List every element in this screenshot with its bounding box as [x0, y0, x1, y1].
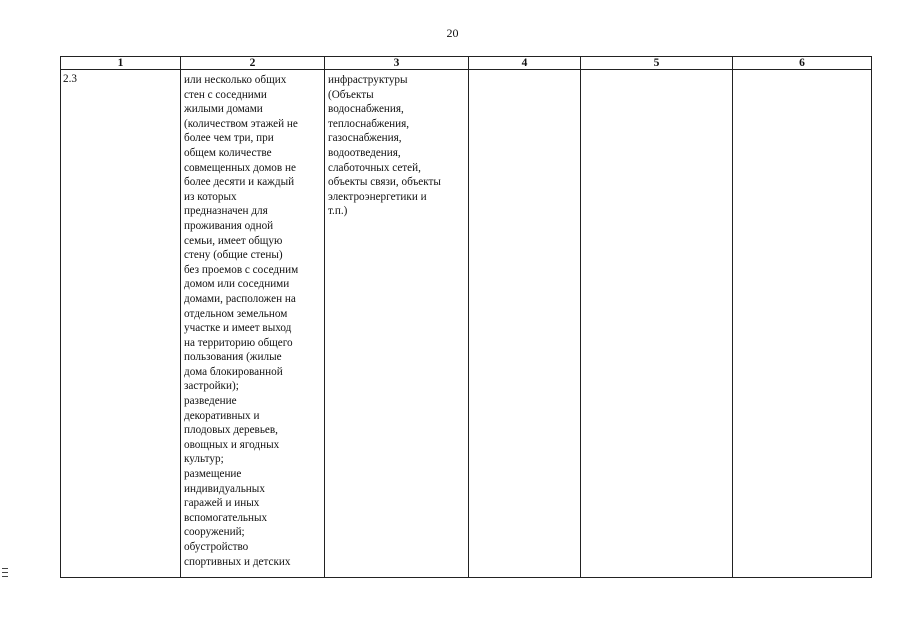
- infrastructure-line: водоотведения,: [328, 146, 401, 159]
- description-line: гаражей и иных: [184, 497, 260, 510]
- table-header-row: [61, 57, 872, 70]
- description-line: общем количестве: [184, 146, 272, 159]
- description-line: овощных и ягодных: [184, 438, 280, 451]
- infrastructure-line: инфраструктуры: [328, 74, 408, 86]
- description-line: (количеством этажей не: [184, 117, 298, 130]
- page-number: 20: [446, 26, 459, 40]
- row-index: 2.3: [63, 73, 77, 85]
- description-line: более десяти и каждый: [184, 176, 295, 189]
- document-table: [60, 56, 872, 578]
- infrastructure-line: газоснабжения,: [328, 132, 402, 145]
- column-header-1: 1: [61, 57, 181, 70]
- infrastructure-text: [325, 70, 468, 219]
- description-line: предназначен для: [184, 205, 268, 218]
- description-line: пользования (жилые: [184, 351, 282, 364]
- infrastructure-line: водоснабжения,: [328, 103, 404, 116]
- description-line: застройки);: [184, 380, 239, 393]
- cell-infrastructure: [325, 70, 469, 578]
- column-header-3: 3: [325, 57, 469, 70]
- description-line: плодовых деревьев,: [184, 424, 278, 437]
- description-line: отдельном земельном: [184, 307, 288, 320]
- infrastructure-line: электроэнергетики и: [328, 190, 427, 203]
- cell-col4: [469, 70, 581, 578]
- cell-index: [61, 70, 181, 578]
- description-line: культур;: [184, 453, 224, 466]
- infrastructure-line: т.п.): [328, 205, 348, 218]
- description-line: или несколько общих: [184, 74, 287, 86]
- description-line: дома блокированной: [184, 365, 283, 378]
- description-line: декоративных и: [184, 409, 260, 422]
- description-line: стену (общие стены): [184, 249, 283, 262]
- description-line: из которых: [184, 190, 237, 203]
- description-line: проживания одной: [184, 219, 274, 232]
- description-line: жилыми домами: [184, 103, 263, 116]
- description-line: индивидуальных: [184, 482, 265, 495]
- description-line: участке и имеет выход: [184, 322, 292, 335]
- column-header-6: 6: [733, 57, 872, 70]
- description-line: вспомогательных: [184, 511, 268, 524]
- description-line: спортивных и детских: [184, 555, 291, 568]
- description-line: домом или соседними: [184, 278, 290, 291]
- binding-margin-mark: [2, 568, 8, 582]
- description-line: разведение: [184, 395, 237, 408]
- description-line: на территорию общего: [184, 336, 293, 349]
- description-line: семьи, имеет общую: [184, 234, 283, 247]
- description-line: размещение: [184, 468, 242, 481]
- infrastructure-line: теплоснабжения,: [328, 117, 410, 130]
- cell-col5: [581, 70, 733, 578]
- description-line: обустройство: [184, 541, 249, 553]
- description-line: домами, расположен на: [184, 292, 296, 305]
- infrastructure-line: объекты связи, объекты: [328, 176, 441, 189]
- infrastructure-line: (Объекты: [328, 88, 374, 101]
- description-line: сооружений;: [184, 526, 245, 539]
- description-line: более чем три, при: [184, 132, 274, 145]
- column-header-5: 5: [581, 57, 733, 70]
- infrastructure-line: слаботочных сетей,: [328, 161, 421, 174]
- description-line: без проемов с соседним: [184, 263, 299, 276]
- table-row: [61, 70, 872, 578]
- column-header-4: 4: [469, 57, 581, 70]
- cell-description: [181, 70, 325, 578]
- column-header-2: 2: [181, 57, 325, 70]
- cell-col6: [733, 70, 872, 578]
- description-line: совмещенных домов не: [184, 161, 296, 174]
- description-text: [181, 70, 324, 569]
- description-line: стен с соседними: [184, 88, 267, 101]
